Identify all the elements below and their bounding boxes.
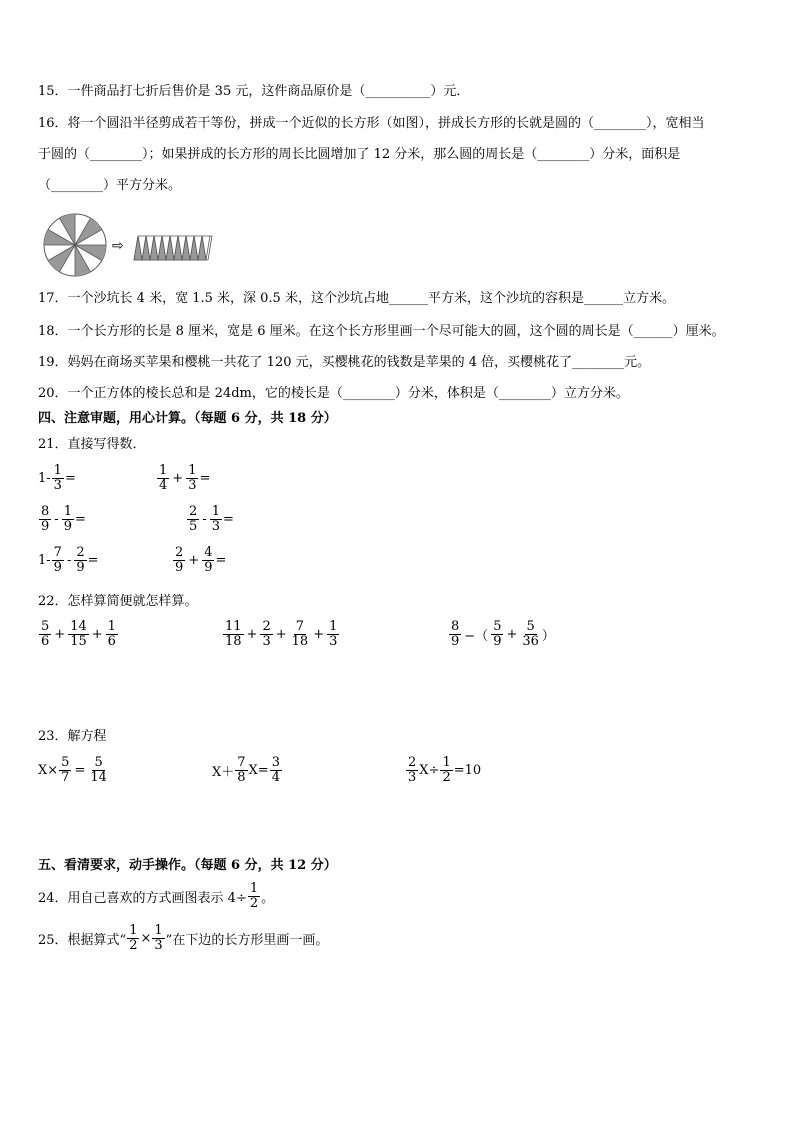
q23-equation-3: $\frac{2}{3}$ X÷ $\frac{1}{2}$ =10 — [408, 755, 482, 785]
question-23-title: 23．解方程 — [38, 729, 107, 744]
q23-equation-1: X× $\frac{5}{7}$ = $\frac{5}{14}$ — [38, 755, 107, 785]
circle-rearrangement-figure — [40, 210, 240, 280]
q21-expression-e: 1- $\frac{7}{9}$ - $\frac{2}{9}$ = — [38, 545, 99, 575]
question-19: 19．妈妈在商场买苹果和樱桃一共花了 120 元，买樱桃花的钱数是苹果的 4 倍，买樱桃花了________元。 — [38, 355, 651, 370]
q22-expression-1: $\frac{5}{6}$ + $\frac{14}{15}$ + $\frac{1}{6}$ — [41, 619, 116, 649]
question-22-title: 22．怎样算简便就怎样算。 — [38, 594, 198, 609]
question-24: 24．用自己喜欢的方式画图表示 4÷ $\frac{1}{2}$ 。 — [38, 881, 275, 911]
arrow-icon: ⇨ — [112, 238, 124, 254]
question-18: 18．一个长方形的长是 8 厘米，宽是 6 厘米。在这个长方形里画一个尽可能大的圆，这个圆的周长是（______）厘米。 — [38, 324, 725, 339]
q23-equation-2: X＋ $\frac{7}{8}$ X= $\frac{3}{4}$ — [212, 755, 280, 785]
question-15: 15．一件商品打七折后售价是 35 元，这件商品原价是（__________）元． — [38, 84, 470, 99]
section-4-heading: 四、注意审题，用心计算。（每题 6 分，共 18 分） — [38, 411, 337, 426]
question-16-line-2: 于圆的（________）；如果拼成的长方形的周长比圆增加了 12 分米，那么圆的周长是（________）分米，面积是 — [38, 147, 681, 162]
q22-expression-3: $\frac{8}{9}$ −（ $\frac{5}{9}$ + $\frac{5}{36}$ ） — [451, 619, 555, 649]
q21-expression-b: $\frac{1}{4}$ + $\frac{1}{3}$ = — [159, 463, 211, 493]
question-20: 20．一个正方体的棱长总和是 24dm，它的棱长是（________）分米，体积是（________）立方分米。 — [38, 386, 629, 401]
q21-expression-a: 1- $\frac{1}{3}$ = — [38, 463, 76, 493]
question-25: 25．根据算式“ $\frac{1}{2}$ × $\frac{1}{3}$ ”在下边的长方形里画一画。 — [38, 923, 329, 953]
q21-expression-c: $\frac{8}{9}$ - $\frac{1}{9}$ = — [41, 504, 86, 534]
q21-expression-d: $\frac{2}{5}$ - $\frac{1}{3}$ = — [189, 504, 234, 534]
question-16-line-3: （________）平方分米。 — [38, 178, 182, 193]
section-5-heading: 五、看清要求，动手操作。（每题 6 分，共 12 分） — [38, 858, 337, 873]
circle-sectors — [44, 214, 106, 276]
q22-expression-2: $\frac{11}{18}$ + $\frac{2}{3}$ + $\frac{7}{18}$ + $\frac{1}{3}$ — [225, 619, 338, 649]
question-16-line-1: 16．将一个圆沿半径剪成若干等份，拼成一个近似的长方形（如图），拼成长方形的长就是圆的（________），宽相当 — [38, 116, 705, 131]
q21-expression-f: $\frac{2}{9}$ + $\frac{4}{9}$ = — [175, 545, 227, 575]
question-17: 17．一个沙坑长 4 米，宽 1.5 米，深 0.5 米，这个沙坑占地______平方米，这个沙坑的容积是______立方米。 — [38, 291, 675, 306]
approx-rectangle — [134, 236, 212, 260]
question-21-title: 21．直接写得数． — [38, 437, 146, 452]
